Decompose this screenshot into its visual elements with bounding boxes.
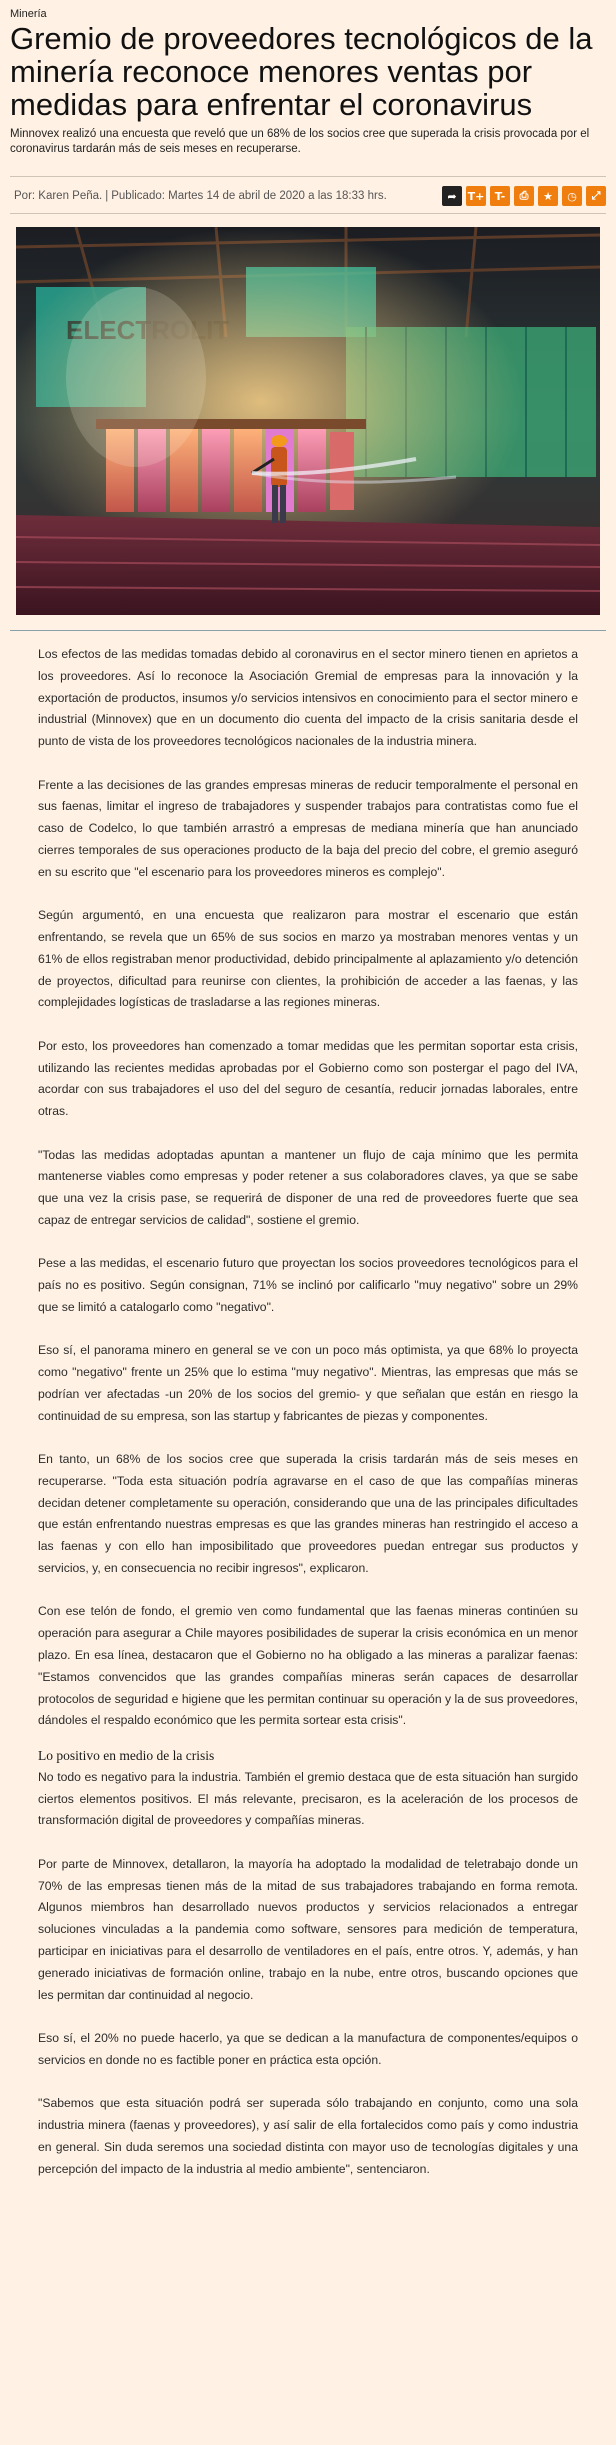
paragraph: Según argumentó, en una encuesta que realizaron para mostrar el escenario que están enfrentando, se revela que un 65% de sus socios en marzo ya mostraban menores ventas y un 61% de ellos registraban menor productividad, debido principalmente al aplazamiento y/o detención de proyectos, dificultad para reunirse con clientes, la prohibición de acceder a las faenas, y las complejidades logísticas de trasladarse a las regiones mineras. — [38, 908, 578, 1010]
article-summary: Minnovex realizó una encuesta que reveló que un 68% de los socios cree que superada la crisis provocada por el coronavirus tardarán más de seis meses en recuperarse. — [10, 128, 590, 155]
headline: Gremio de proveedores tecnológicos de la minería reconoce menores ventas por medidas para enfrentar el coronavirus — [10, 21, 593, 122]
author: Por: Karen Peña. — [14, 190, 103, 202]
print-button[interactable] — [514, 186, 534, 206]
section-label[interactable]: Minería — [10, 8, 47, 20]
share-icon: ➦ — [447, 189, 457, 203]
paragraph: "Todas las medidas adoptadas apuntan a mantener un flujo de caja mínimo que les permita mantenerse viables como empresas y poder retener a sus colaboradores claves, ya que se sabe que una vez la crisis pase, se requerirá de disponer de una red de proveedores fuerte que sea capaz de entregar servicios de calidad", sostiene el gremio. — [38, 1147, 578, 1227]
clock-icon: ◷ — [567, 189, 577, 203]
paragraph: Eso sí, el 20% no puede hacerlo, ya que se dedican a la manufactura de componentes/equipos o servicios en donde no es factible poner en práctica esta opción. — [38, 2030, 578, 2067]
byline: Por: Karen Peña. | Publicado: Martes 14 de abril de 2020 a las 18:33 hrs. — [14, 190, 387, 202]
subheading: Lo positivo en medio de la crisis — [38, 1747, 215, 1763]
paragraph: Frente a las decisiones de las grandes empresas mineras de reducir temporalmente el personal en sus faenas, limitar el ingreso de trabajadores y suspender trabajos para contratistas como fue el caso de Codelco, lo que también arrastró a empresas de mediana minería que han anunciado cierres temporales de sus operaciones producto de la baja del precio del cobre, el gremio aseguró en su escrito que "el escenario para los proveedores mineros es complejo". — [38, 777, 578, 879]
photo-divider — [10, 630, 606, 631]
paragraph: Eso sí, el panorama minero en general se ve con un poco más optimista, ya que 68% lo proyecta como "negativo" frente un 25% que lo estima "muy negativo". Mientras, las empresas que más se podrían ver afectadas -un 20% de los socios del gremio- y que señalan que están en riesgo la continuidad de su empresa, son las startup y fabricantes de piezas y componentes. — [38, 1343, 578, 1423]
paragraph: Por esto, los proveedores han comenzado a tomar medidas que les permitan soportar esta crisis, utilizando las recientes medidas aprobadas por el Gobierno como son postergar el pago del IVA, acordar con sus trabajadores el uso del del seguro de cesantía, reducir jornadas laborales, entre otras. — [38, 1038, 578, 1119]
paragraph: Por parte de Minnovex, detallaron, la mayoría ha adoptado la modalidad de teletrabajo donde un 70% de las empresas tienen más de la mitad de sus trabajadores trabajando en forma remota. Algunos miembros han desarrollado nuevos productos y servicios relacionados a entregar soluciones vinculadas a la pandemia como software, sensores para medición de temperatura, participar en iniciativas para el desarrollo de ventiladores en el país, entre otros. Y, además, y han generado iniciativas de formación online, trabajo en la nube, entre otros, buscando opciones que les permitan dar continuidad al negocio. — [38, 1856, 578, 2002]
paragraph: Pese a las medidas, el escenario futuro que proyectan los socios proveedores tecnológicos para el país no es positivo. Según consignan, 71% se inclinó por calificarlo "muy negativo" sobre un 29% que se limitó a catalogarlo como "negativo". — [38, 1256, 578, 1314]
article-photo[interactable] — [16, 227, 600, 615]
byline-row — [10, 183, 606, 209]
print-icon: ⎙ — [519, 189, 529, 202]
byline-divider — [10, 213, 606, 214]
font-decrease-icon: T- — [494, 189, 506, 203]
share-button[interactable] — [442, 186, 462, 206]
article-toolbar — [442, 186, 606, 206]
publish-date: Publicado: Martes 14 de abril de 2020 a las 18:33 hrs. — [111, 190, 387, 202]
font-decrease-button[interactable] — [490, 186, 510, 206]
favorite-button[interactable] — [538, 186, 558, 206]
star-icon: ★ — [543, 189, 553, 203]
paragraph: "Sabemos que esta situación podrá ser superada sólo trabajando en conjunto, como una sola industria minera (faenas y proveedores), y así salir de ella fortalecidos como país y como industria en general. Sin duda seremos una sociedad distinta con mayor uso de tecnologías digitales y una percepción del impacto de la industria al medio ambiente", sentenciaron. — [38, 2096, 578, 2176]
history-button[interactable] — [562, 186, 582, 206]
font-increase-icon: T+ — [467, 189, 485, 203]
paragraph: No todo es negativo para la industria. También el gremio destaca que de esta situación han surgido ciertos elementos positivos. El más relevante, precisaron, es la aceleración de los procesos de transformación digital de proveedores y compañías mineras. — [38, 1769, 578, 1828]
summary-divider — [10, 176, 606, 177]
paragraph: En tanto, un 68% de los socios cree que superada la crisis tardarán más de seis meses en recuperarse. "Toda esta situación podría agravarse en el caso de que las compañías mineras decidan detener completamente su operación, considerando que una de las principales dificultades que están enfrentando nuestras empresas es que las grandes mineras han restringido el acceso a las faenas y con ello han imposibilitado que proveedores puedan entregar sus productos y servicios, y, en consecuencia no recibir ingresos", explicaron. — [38, 1452, 578, 1576]
article-body — [38, 644, 578, 2202]
font-increase-button[interactable] — [466, 186, 486, 206]
mining-plant-image — [16, 227, 600, 615]
paragraph: Con ese telón de fondo, el gremio ven como fundamental que las faenas mineras continúen su operación para asegurar a Chile mayores posibilidades de superar la crisis económica en un menor plazo. En esa línea, destacaron que el Gobierno no ha obligado a las mineras a paralizar faenas: "Estamos convencidos que las grandes compañías mineras serán capaces de desarrollar protocolos de seguridad e higiene que les permitan continuar su operación y la de sus proveedores, dándoles el respaldo económico que les permita sortear esta crisis". — [38, 1604, 578, 1728]
paragraph: Los efectos de las medidas tomadas debido al coronavirus en el sector minero tienen en aprietos a los proveedores. Así lo reconoce la Asociación Gremial de empresas para la innovación y la exportación de productos, insumos y/o servicios intensivos en conocimiento para el sector minero e industrial (Minnovex) que en un documento dio cuenta del impacto de la crisis sanitaria desde el punto de vista de los proveedores tecnológicos nacionales de la industria minera. — [38, 647, 578, 749]
fullscreen-button[interactable] — [586, 186, 606, 206]
expand-icon: ⤢ — [591, 189, 601, 202]
